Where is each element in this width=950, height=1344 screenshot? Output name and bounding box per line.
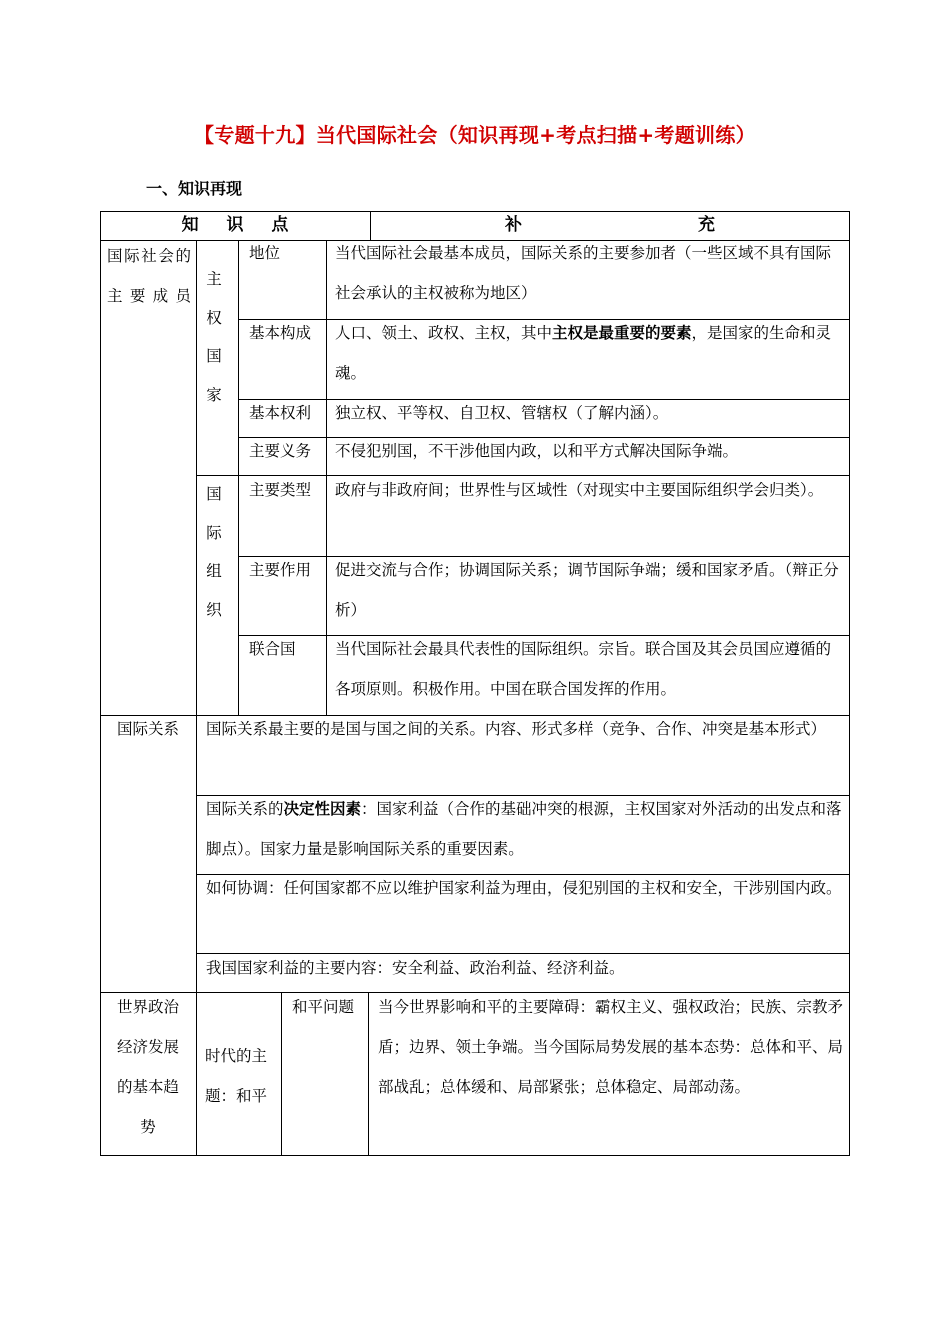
row-text-rights: 独立权、平等权、自卫权、管辖权（了解内涵）。 (335, 404, 669, 422)
document-title: 【专题十九】当代国际社会（知识再现+考点扫描+考题训练） (194, 123, 756, 147)
row-key-rights: 基本权利 (249, 404, 312, 422)
peace-text: 当今世界影响和平的主要障碍：霸权主义、强权政治；民族、宗教矛盾；边界、领土争端。当今国际局势发展的基本态势：总体和平、局部战乱；总体缓和、局部紧张；总体稳定、局部动荡。 (378, 998, 844, 1096)
peace-key: 和平问题 (292, 998, 355, 1016)
row-key-composition: 基本构成 (249, 324, 312, 342)
relations-row-4: 我国国家利益的主要内容：安全利益、政治利益、经济利益。 (206, 959, 625, 977)
sovereign-label: 主权国家 (206, 270, 222, 404)
row-text-status: 当代国际社会最基本成员，国际关系的主要参加者（一些区域不具有国际社会承认的主权被称为地区） (335, 244, 832, 302)
row-key-functions: 主要作用 (249, 561, 312, 579)
trend-theme: 时代的主题：和平 (205, 1047, 268, 1105)
row-key-types: 主要类型 (249, 481, 312, 499)
row-text-types: 政府与非政府间；世界性与区域性（对现实中主要国际组织学会归类）。 (335, 481, 824, 499)
row-key-obligations: 主要义务 (249, 442, 312, 460)
header-supplement: 补 充 (505, 215, 715, 235)
row-text-obligations: 不侵犯别国，不干涉他国内政，以和平方式解决国际争端。 (335, 442, 739, 460)
members-label: 国际社会的主要成员 (107, 247, 191, 305)
relations-row-1: 国际关系最主要的是国与国之间的关系。内容、形式多样（竞争、合作、冲突是基本形式） (206, 720, 827, 738)
section-heading: 一、知识再现 (146, 179, 243, 198)
row-key-un: 联合国 (249, 640, 296, 658)
relations-label: 国际关系 (116, 720, 179, 738)
relations-row-3: 如何协调：任何国家都不应以维护国家利益为理由，侵犯别国的主权和安全，干涉别国内政。 (206, 879, 842, 897)
organization-label: 国际组织 (206, 485, 222, 619)
row-text-un: 当代国际社会最具代表性的国际组织。宗旨。联合国及其会员国应遵循的各项原则。积极作用。中国在联合国发挥的作用。 (335, 640, 832, 698)
header-knowledge-point: 知 识 点 (181, 215, 289, 235)
relations-row-2: 国际关系的决定性因素：国家利益（合作的基础冲突的根源，主权国家对外活动的出发点和落脚点）。国家力量是影响国际关系的重要因素。 (206, 800, 842, 858)
row-key-status: 地位 (249, 244, 281, 262)
row-text-composition: 人口、领土、政权、主权，其中主权是最重要的要素，是国家的生命和灵魂。 (335, 324, 832, 382)
trend-label: 世界政治经济发展的基本趋势 (116, 998, 179, 1136)
row-text-functions: 促进交流与合作；协调国际关系；调节国际争端；缓和国家矛盾。（辩正分析） (335, 561, 839, 619)
